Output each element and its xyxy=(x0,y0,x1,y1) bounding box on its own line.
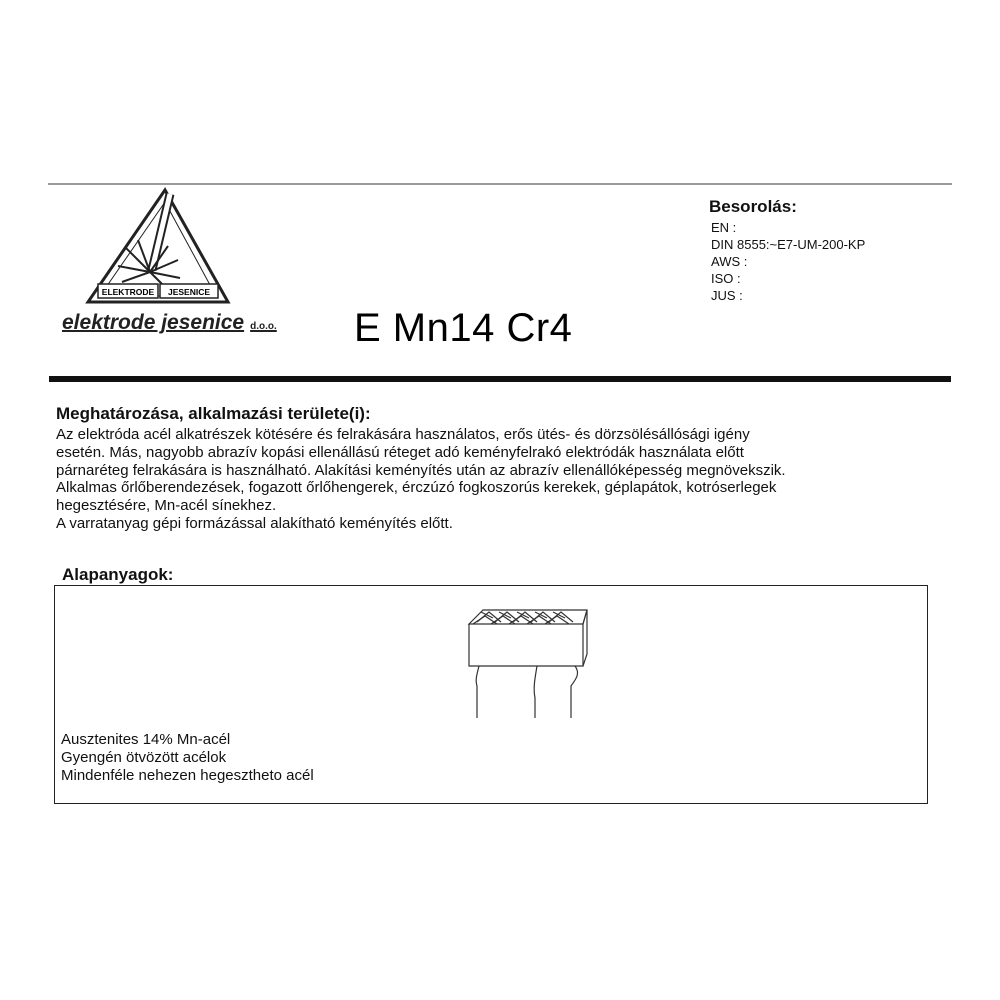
definition-line: Alkalmas őrlőberendezések, fogazott őrlőhengerek, érczúzó fogkoszorús kerekek, géplapátok, kotróserlegek xyxy=(56,479,777,497)
base-materials-list xyxy=(61,731,314,785)
definition-line: Az elektróda acél alkatrészek kötésére és felrakására használatos, erős ütés- és dörzsölésállósági igény xyxy=(56,426,750,443)
header-divider xyxy=(49,376,951,382)
classification-item-en: EN : xyxy=(711,220,737,235)
classification-block xyxy=(709,197,865,304)
company-wordmark xyxy=(62,311,282,335)
definition-line: esetén. Más, nagyobb abrazív kopási ellenállású réteget adó keményfelrakó elektródák használata előtt xyxy=(56,443,744,461)
base-material-item: Mindenféle nehezen hegesztheto acél xyxy=(61,767,314,784)
base-materials-box xyxy=(54,585,928,804)
classification-item-jus: JUS : xyxy=(711,288,743,303)
base-materials-heading: Alapanyagok: xyxy=(62,565,174,584)
logo-triangle-left-text: ELEKTRODE xyxy=(101,287,155,297)
definition-line: hegesztésére, Mn-acél sínekhez. xyxy=(56,497,277,515)
company-name: elektrode jesenice xyxy=(62,311,245,334)
classification-heading: Besorolás: xyxy=(709,197,797,216)
definition-line: párnaréteg felrakására is használható. Alakítási keményítés után az abrazív ellenállóképesség megnövekszik. xyxy=(56,461,786,479)
definition-body xyxy=(56,426,936,533)
classification-item-aws: AWS : xyxy=(711,254,748,269)
classification-item-iso: ISO : xyxy=(711,271,741,286)
base-material-item: Ausztenites 14% Mn-acél xyxy=(61,731,231,748)
classification-list xyxy=(709,219,865,304)
base-material-item: Gyengén ötvözött acélok xyxy=(61,749,227,766)
logo-triangle-right-text: JESENICE xyxy=(167,287,211,297)
definition-heading: Meghatározása, alkalmazási területe(i): xyxy=(56,404,371,423)
top-divider xyxy=(48,183,952,185)
definition-section xyxy=(56,404,936,533)
hammer-head-illustration-icon xyxy=(463,588,593,723)
classification-item-din: DIN 8555:~E7-UM-200-KP xyxy=(711,237,866,252)
product-title: E Mn14 Cr4 xyxy=(354,306,573,350)
definition-line: A varratanyag gépi formázással alakítható keményítés előtt. xyxy=(56,514,453,532)
company-suffix: d.o.o. xyxy=(250,321,277,332)
